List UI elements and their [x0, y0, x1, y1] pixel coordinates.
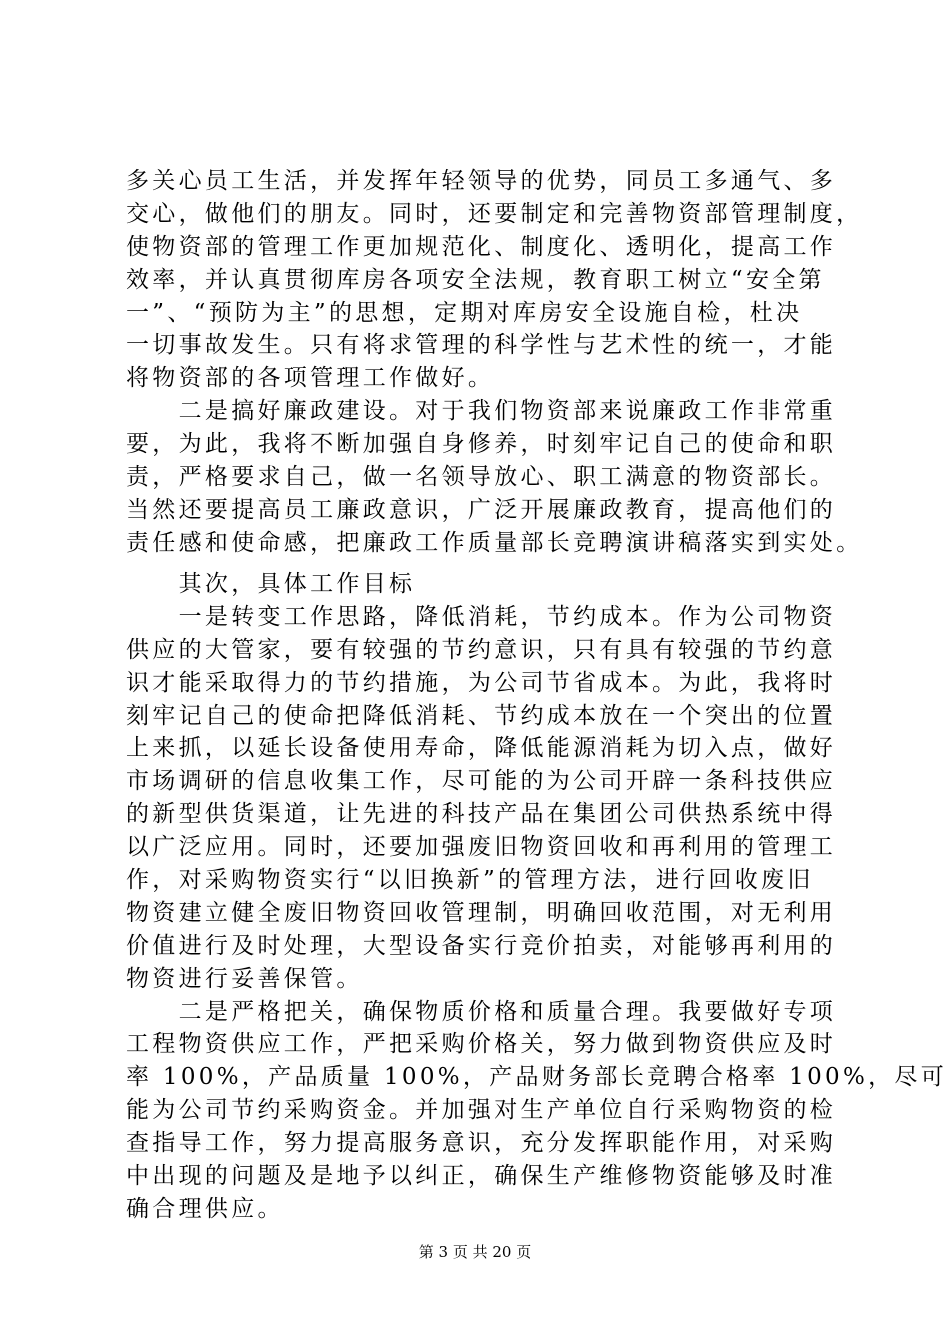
text-line: 作，对采购物资实行“以旧换新”的管理方法，进行回收废旧: [126, 867, 814, 894]
text-line: 一是转变工作思路，降低消耗，节约成本。作为公司物资: [126, 603, 837, 630]
text-line: 上来抓，以延长设备使用寿命，降低能源消耗为切入点，做好: [126, 735, 837, 762]
text-line: 要，为此，我将不断加强自身修养，时刻牢记自己的使命和职: [126, 431, 837, 458]
text-line: 工程物资供应工作，严把采购价格关，努力做到物资供应及时: [126, 1031, 837, 1058]
text-line: 当然还要提高员工廉政意识，广泛开展廉政教育，提高他们的: [126, 496, 837, 523]
text-line: 物资建立健全废旧物资回收管理制，明确回收范围，对无利用: [126, 899, 837, 926]
body-text-section-2: [126, 568, 947, 1226]
text-line: 责，严格要求自己，做一名领导放心、职工满意的物资部长。: [126, 464, 837, 491]
text-line: 刻牢记自己的使命把降低消耗、节约成本放在一个突出的位置: [126, 702, 837, 729]
text-line: 使物资部的管理工作更加规范化、制度化、透明化，提高工作: [126, 233, 837, 260]
text-line: 识才能采取得力的节约措施，为公司节省成本。为此，我将时: [126, 669, 837, 696]
text-line: 二是严格把关，确保物质价格和质量合理。我要做好专项: [126, 998, 837, 1025]
text-line: 一切事故发生。只有将求管理的科学性与艺术性的统一，才能: [126, 332, 837, 359]
text-line: 以广泛应用。同时，还要加强废旧物资回收和再利用的管理工: [126, 834, 837, 861]
page-number-footer: 第 3 页 共 20 页: [418, 1243, 532, 1261]
text-line: 责任感和使命感，把廉政工作质量部长竞聘演讲稿落实到实处。: [126, 529, 863, 556]
text-line: 效率，并认真贯彻库房各项安全法规，教育职工树立“安全第: [126, 266, 825, 293]
text-line: 率 100%，产品质量 100%，产品财务部长竞聘合格率 100%，尽可: [126, 1064, 947, 1091]
text-line: 的新型供货渠道，让先进的科技产品在集团公司供热系统中得: [126, 801, 837, 828]
text-line: 确合理供应。: [126, 1195, 284, 1222]
text-line: 将物资部的各项管理工作做好。: [126, 365, 495, 392]
text-line: 物资进行妥善保管。: [126, 965, 363, 992]
text-line: 中出现的问题及是地予以纠正，确保生产维修物资能够及时准: [126, 1163, 837, 1190]
text-line: 一”、“预防为主”的思想，定期对库房安全设施自检，杜决: [126, 299, 803, 326]
text-line: 市场调研的信息收集工作，尽可能的为公司开辟一条科技供应: [126, 768, 837, 795]
text-line: 能为公司节约采购资金。并加强对生产单位自行采购物资的检: [126, 1097, 837, 1124]
text-line: 价值进行及时处理，大型设备实行竞价拍卖，对能够再利用的: [126, 932, 837, 959]
text-line: 查指导工作，努力提高服务意识，充分发挥职能作用，对采购: [126, 1130, 837, 1157]
text-line: 多关心员工生活，并发挥年轻领导的优势，同员工多通气、多: [126, 168, 837, 194]
text-line: 供应的大管家，要有较强的节约意识，只有具有较强的节约意: [126, 636, 837, 663]
text-line: 交心，做他们的朋友。同时，还要制定和完善物资部管理制度，: [126, 200, 863, 227]
section-heading: 其次，具体工作目标: [126, 571, 416, 597]
body-text-section-1: [126, 165, 863, 560]
text-line: 二是搞好廉政建设。对于我们物资部来说廉政工作非常重: [126, 398, 837, 425]
